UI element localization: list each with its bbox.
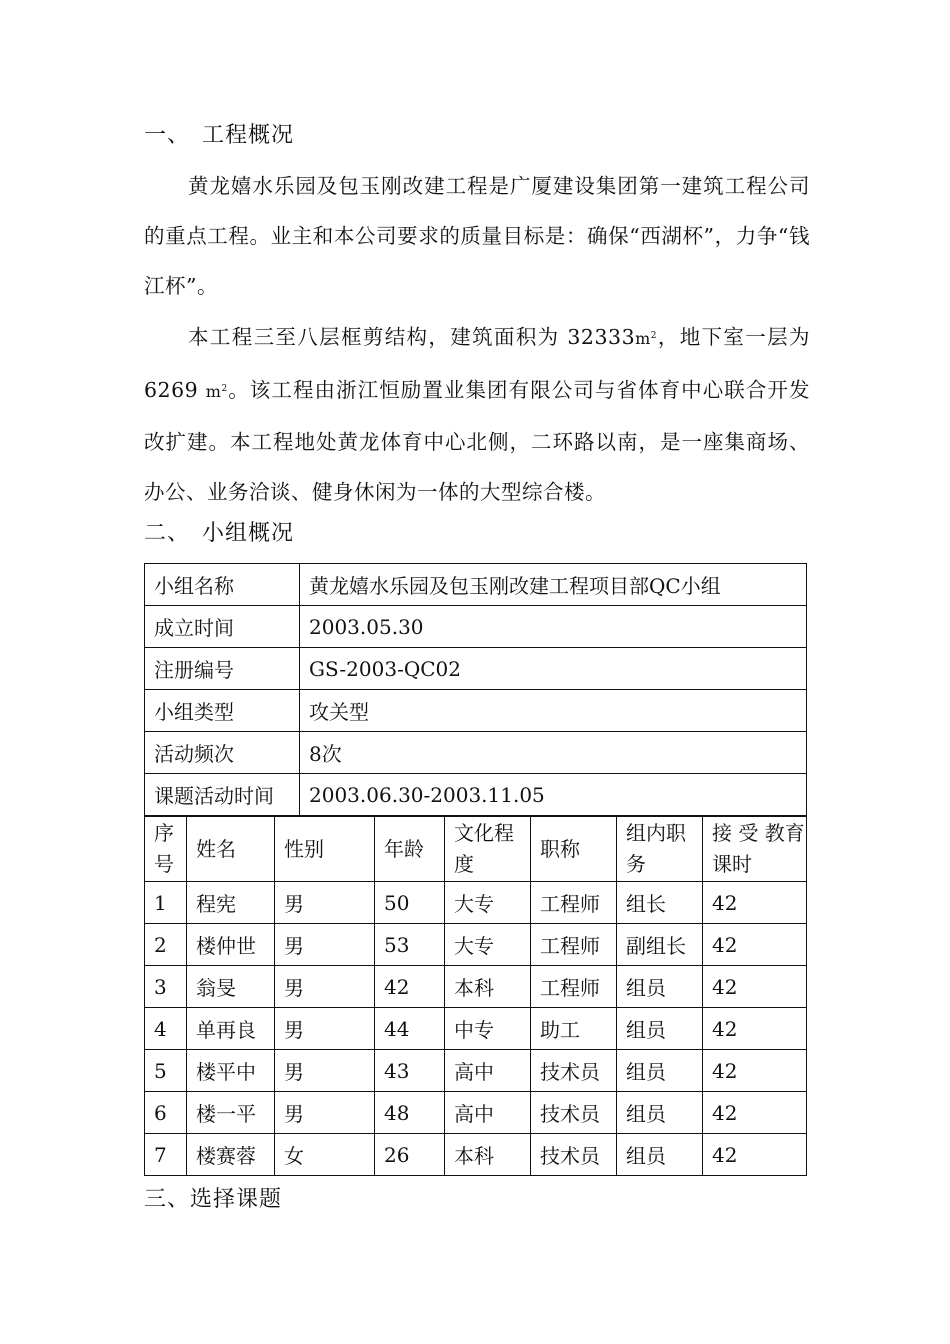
- member-training-hours: 42: [703, 882, 807, 924]
- member-role: 组员: [617, 1008, 703, 1050]
- info-value: 2003.06.30-2003.11.05: [300, 774, 807, 816]
- member-role: 组员: [617, 1092, 703, 1134]
- member-index: 4: [145, 1008, 187, 1050]
- member-training-hours: 42: [703, 1050, 807, 1092]
- table-row: [145, 1134, 807, 1176]
- info-value: GS-2003-QC02: [300, 648, 807, 690]
- member-education: 本科: [445, 966, 531, 1008]
- member-index: 5: [145, 1050, 187, 1092]
- info-row: [145, 774, 807, 816]
- paragraph-2-text-c: 。该工程由浙江恒励置业集团有限公司与省体育中心联合开发改扩建。本工程地处黄龙体育中心北侧，二环路以南，是一座集商场、办公、业务洽谈、健身休闲为一体的大型综合楼。: [144, 378, 811, 504]
- member-education: 高中: [445, 1092, 531, 1134]
- info-label: 小组类型: [145, 690, 300, 732]
- member-name: 程宪: [187, 882, 275, 924]
- members-header-row: [145, 817, 807, 882]
- members-table: [144, 816, 807, 1176]
- member-title: 技术员: [531, 1134, 617, 1176]
- info-row: [145, 732, 807, 774]
- member-training-hours: 42: [703, 1092, 807, 1134]
- info-row: [145, 648, 807, 690]
- info-label: 小组名称: [145, 564, 300, 606]
- member-age: 26: [375, 1134, 445, 1176]
- table-row: [145, 882, 807, 924]
- member-age: 42: [375, 966, 445, 1008]
- section-number: 二、: [144, 521, 191, 546]
- member-title: 工程师: [531, 882, 617, 924]
- member-index: 1: [145, 882, 187, 924]
- member-name: 楼仲世: [187, 924, 275, 966]
- info-label: 活动频次: [145, 732, 300, 774]
- member-index: 7: [145, 1134, 187, 1176]
- section-heading-2: [144, 516, 294, 547]
- member-education: 中专: [445, 1008, 531, 1050]
- section-title: 小组概况: [202, 521, 295, 546]
- member-training-hours: 42: [703, 1134, 807, 1176]
- area-unit-superscript: 2: [221, 384, 228, 394]
- info-label: 课题活动时间: [145, 774, 300, 816]
- info-value: 黄龙嬉水乐园及包玉刚改建工程项目部QC小组: [300, 564, 807, 606]
- member-gender: 男: [275, 1092, 375, 1134]
- paragraph-2: [144, 311, 810, 517]
- header-gender: 性别: [275, 817, 375, 882]
- header-training-hours: 接 受 教育课时: [703, 817, 807, 882]
- info-value: 2003.05.30: [300, 606, 807, 648]
- member-title: 工程师: [531, 966, 617, 1008]
- member-title: 技术员: [531, 1050, 617, 1092]
- info-label: 注册编号: [145, 648, 300, 690]
- member-name: 楼一平: [187, 1092, 275, 1134]
- header-name: 姓名: [187, 817, 275, 882]
- member-index: 6: [145, 1092, 187, 1134]
- section-number: 一、: [144, 123, 191, 148]
- info-row: [145, 690, 807, 732]
- area-unit: m: [635, 329, 651, 348]
- section-heading-3: 三、选择课题: [144, 1187, 283, 1212]
- header-age: 年龄: [375, 817, 445, 882]
- table-row: [145, 1092, 807, 1134]
- header-education: 文化程度: [445, 817, 531, 882]
- member-age: 44: [375, 1008, 445, 1050]
- member-role: 组员: [617, 1134, 703, 1176]
- member-role: 组员: [617, 1050, 703, 1092]
- header-index: 序号: [145, 817, 187, 882]
- member-training-hours: 42: [703, 966, 807, 1008]
- info-value: 攻关型: [300, 690, 807, 732]
- member-gender: 男: [275, 924, 375, 966]
- paragraph-2-text-b: ，地下室一层为6269: [144, 325, 810, 402]
- member-age: 48: [375, 1092, 445, 1134]
- member-index: 2: [145, 924, 187, 966]
- member-index: 3: [145, 966, 187, 1008]
- member-age: 50: [375, 882, 445, 924]
- member-age: 43: [375, 1050, 445, 1092]
- info-value: 8次: [300, 732, 807, 774]
- member-gender: 男: [275, 1050, 375, 1092]
- member-education: 本科: [445, 1134, 531, 1176]
- member-title: 工程师: [531, 924, 617, 966]
- paragraph-2-text-a: 本工程三至八层框剪结构，建筑面积为 32333: [188, 325, 636, 349]
- member-gender: 男: [275, 966, 375, 1008]
- member-name: 单再良: [187, 1008, 275, 1050]
- member-title: 技术员: [531, 1092, 617, 1134]
- group-info-table: [144, 563, 807, 816]
- member-role: 副组长: [617, 924, 703, 966]
- table-row: [145, 1050, 807, 1092]
- member-age: 53: [375, 924, 445, 966]
- paragraph-1: 黄龙嬉水乐园及包玉刚改建工程是广厦建设集团第一建筑工程公司的重点工程。业主和本公司要求的质量目标是：确保“西湖杯”，力争“钱江杯”。: [144, 174, 810, 298]
- member-role: 组员: [617, 966, 703, 1008]
- member-role: 组长: [617, 882, 703, 924]
- member-training-hours: 42: [703, 924, 807, 966]
- section-heading-1: [144, 118, 294, 149]
- member-gender: 男: [275, 882, 375, 924]
- member-name: 楼赛蓉: [187, 1134, 275, 1176]
- table-row: [145, 924, 807, 966]
- section-title: 工程概况: [202, 123, 295, 148]
- member-title: 助工: [531, 1008, 617, 1050]
- header-role: 组内职务: [617, 817, 703, 882]
- member-training-hours: 42: [703, 1008, 807, 1050]
- info-row: [145, 564, 807, 606]
- member-name: 楼平中: [187, 1050, 275, 1092]
- table-row: [145, 966, 807, 1008]
- member-education: 高中: [445, 1050, 531, 1092]
- member-name: 翁旻: [187, 966, 275, 1008]
- member-gender: 男: [275, 1008, 375, 1050]
- member-gender: 女: [275, 1134, 375, 1176]
- info-label: 成立时间: [145, 606, 300, 648]
- member-education: 大专: [445, 924, 531, 966]
- area-unit: m: [205, 382, 222, 401]
- info-row: [145, 606, 807, 648]
- area-unit-superscript: 2: [650, 331, 658, 341]
- member-education: 大专: [445, 882, 531, 924]
- header-title: 职称: [531, 817, 617, 882]
- table-row: [145, 1008, 807, 1050]
